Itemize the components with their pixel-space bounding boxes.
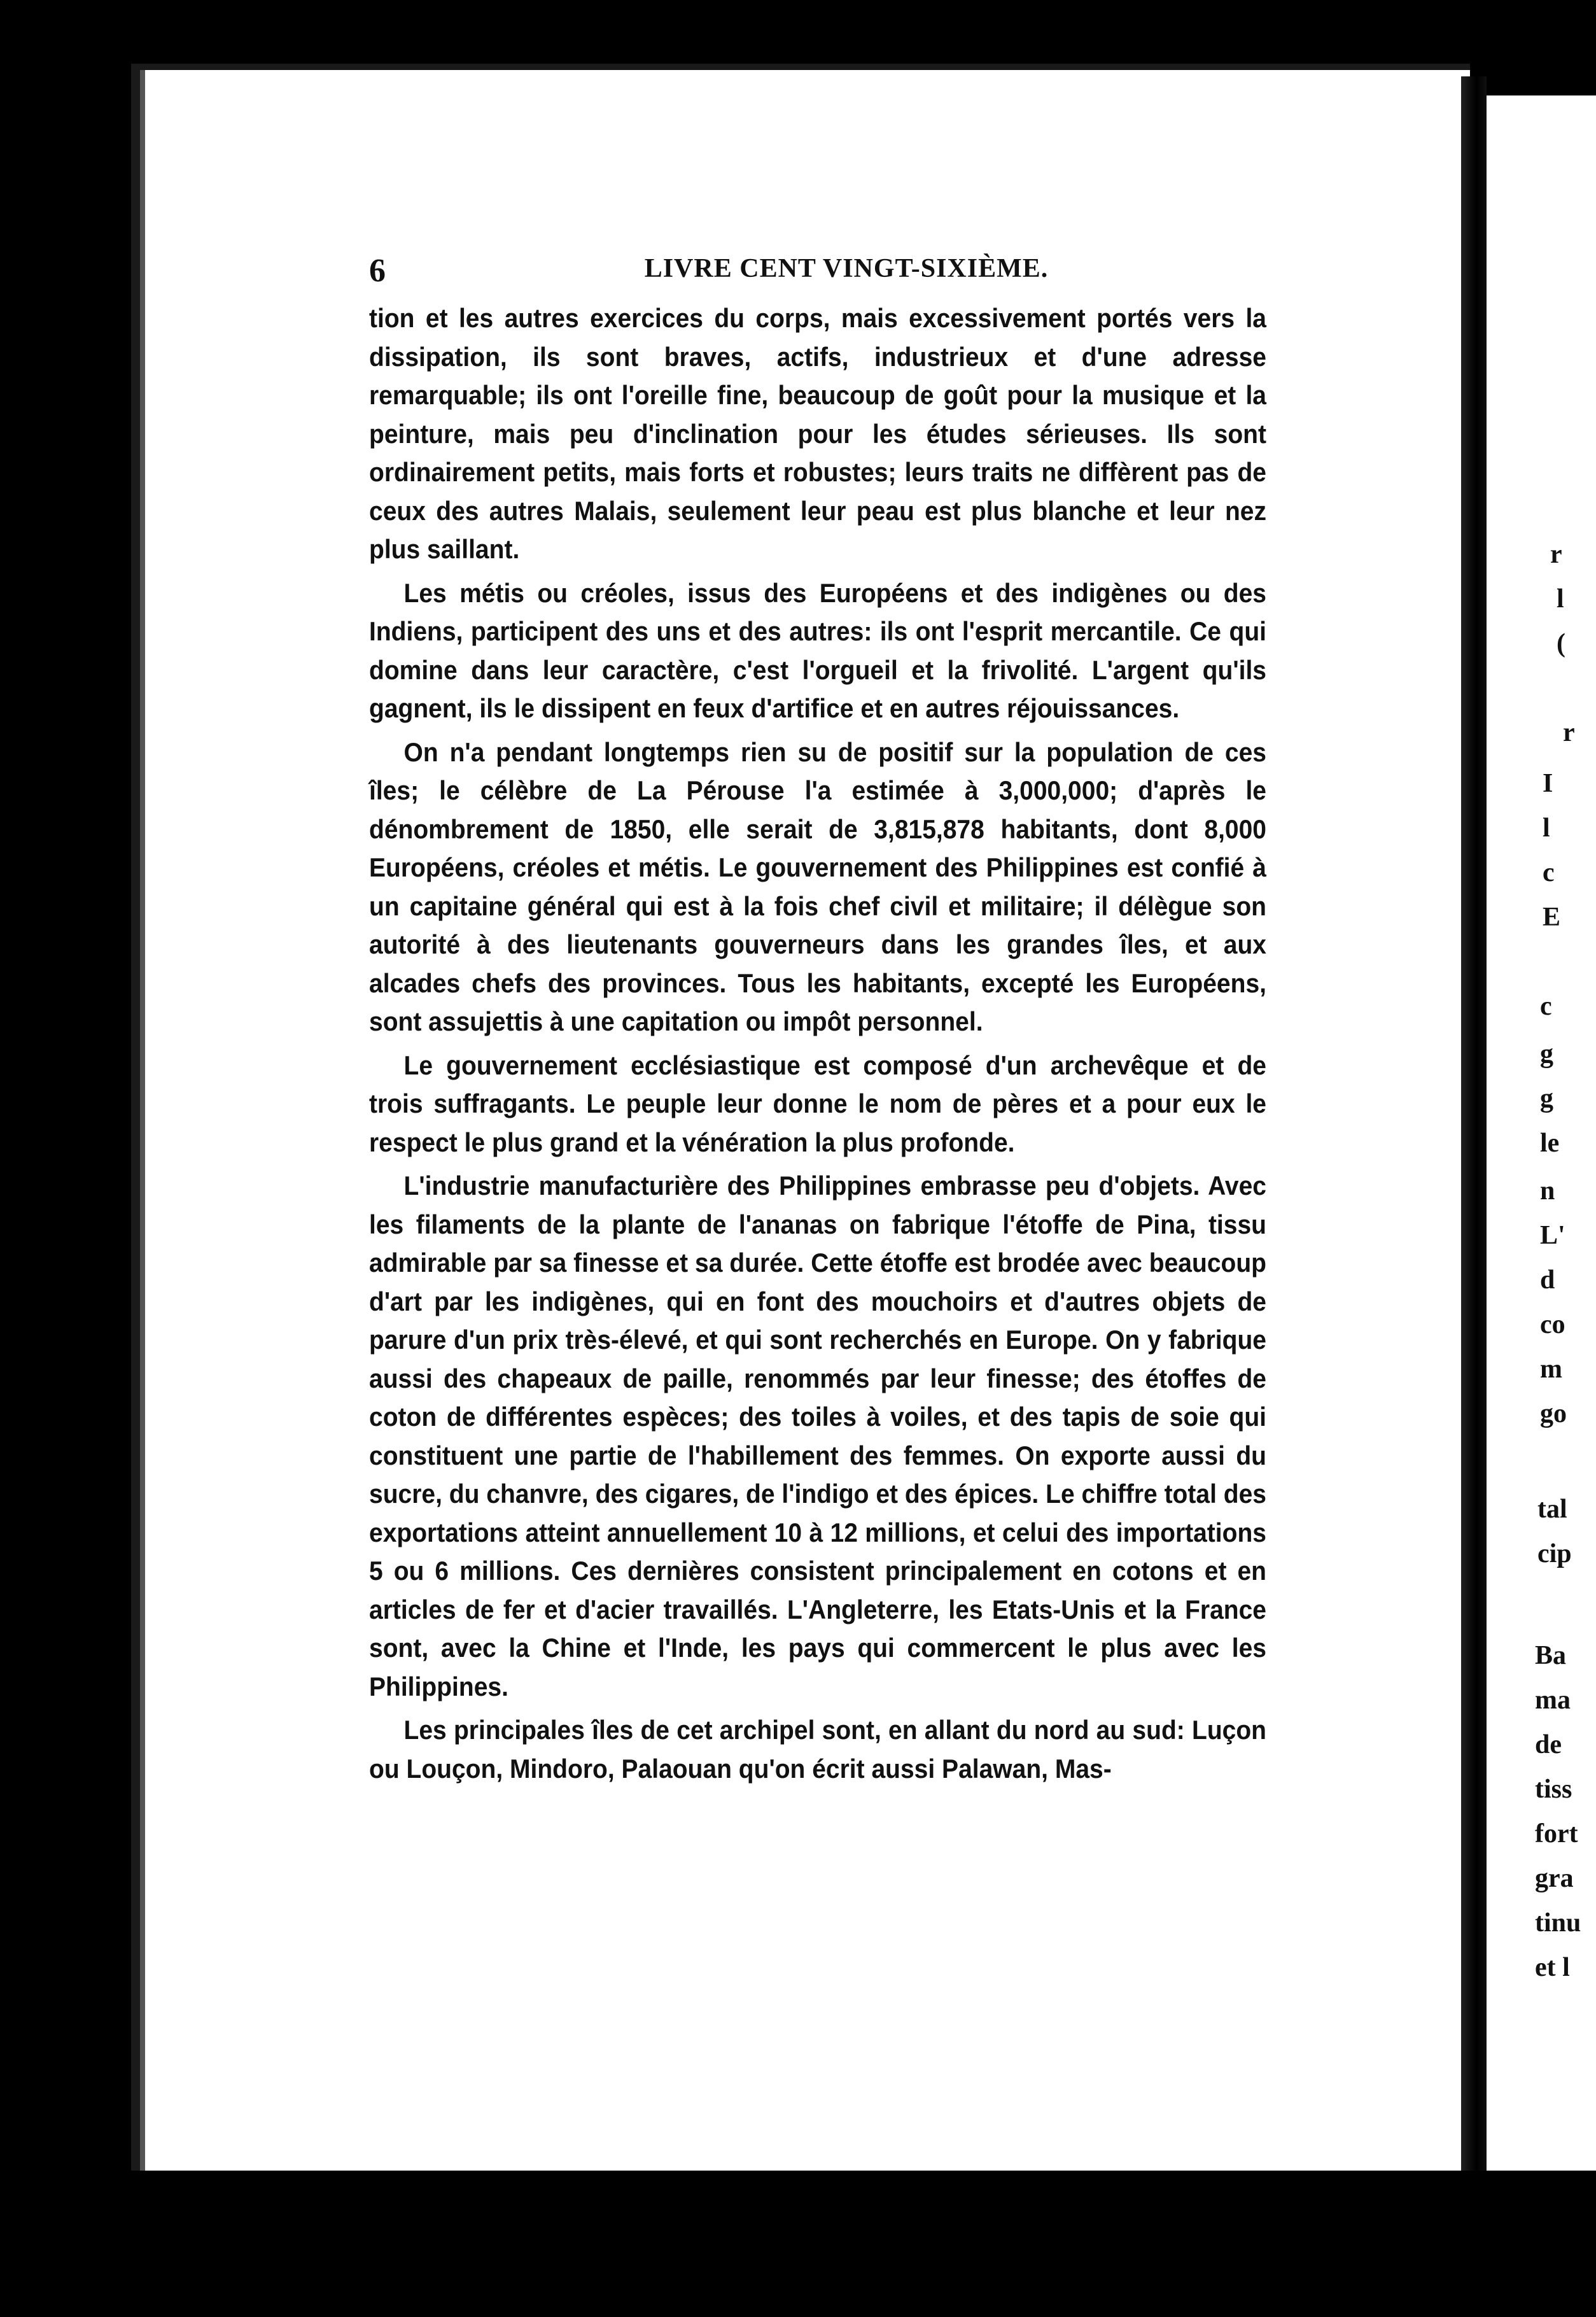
facing-fragment: E xyxy=(1543,903,1561,932)
facing-fragment: l xyxy=(1557,584,1564,614)
facing-fragment: tinu xyxy=(1535,1908,1581,1938)
facing-fragment: et l xyxy=(1535,1953,1570,1982)
book-gutter xyxy=(1461,76,1487,2171)
facing-page-edge xyxy=(1487,95,1596,2171)
paragraph: Le gouvernement ecclésiastique est composé d'un archevêque et de trois suffragants. Le peuple leur donne le nom de pères et a pour eux le respect le plus grand et la vénération la plus profonde. xyxy=(369,1050,1266,1157)
facing-fragment: tiss xyxy=(1535,1775,1572,1804)
facing-fragment: ( xyxy=(1557,629,1565,658)
facing-fragment: gra xyxy=(1535,1864,1574,1893)
facing-fragment: n xyxy=(1540,1176,1555,1206)
facing-fragment: le xyxy=(1540,1129,1560,1158)
facing-fragment: co xyxy=(1540,1310,1565,1339)
paragraph: Les métis ou créoles, issus des Européens et des indigènes ou des Indiens, participent des uns et des autres: ils ont l'esprit mercantile. Ce qui domine dans leur caractère, c'est l'orgueil et la frivolité. L'argent qu'ils gagnent, ils le dissipent en feux d'artifice et en autres réjouissances. xyxy=(369,577,1266,723)
facing-fragment: g xyxy=(1540,1039,1553,1069)
facing-fragment: m xyxy=(1540,1355,1562,1384)
facing-fragment: L' xyxy=(1540,1221,1565,1250)
page-number: 6 xyxy=(369,253,386,289)
facing-fragment: c xyxy=(1543,858,1555,887)
paragraph: tion et les autres exercices du corps, mais excessivement portés vers la dissipation, ils sont braves, actifs, industrieux et d'une adresse remarquable; ils ont l'oreille fine, beaucoup de goût pour la musique et la peinture, mais peu d'inclination pour les études sérieuses. Ils sont ordinairement petits, mais forts et robustes; leurs traits ne diffèrent pas de ceux des autres Malais, seulement leur peau est plus blanche et leur nez plus saillant. xyxy=(369,303,1266,564)
facing-fragment: cip xyxy=(1537,1539,1572,1568)
facing-fragment: r xyxy=(1550,540,1562,569)
paragraph: L'industrie manufacturière des Philippines embrasse peu d'objets. Avec les filaments de la plante de l'ananas on fabrique l'étoffe de Pina, tissu admirable par sa finesse et sa durée. Cette étoffe est brodée avec beaucoup d'art par les indigènes, qui en font des mouchoirs et d'autres objets de parure d'un prix très-élevé, et qui sont recherchés en Europe. On y fabrique aussi des chapeaux de paille, renommés par leur finesse; des étoffes de coton de différentes espèces; des toiles à voiles, et des tapis de soie qui constituent une partie de l'habillement des femmes. On exporte aussi du sucre, du chanvre, des cigares, de l'indigo et des épices. Le chiffre total des exportations atteint annuellement 10 à 12 millions, et celui des importations 5 ou 6 millions. Ces dernières consistent principalement en cotons et en articles de fer et d'acier travaillés. L'Angleterre, les Etats-Unis et la France sont, avec la Chine et l'Inde, les pays qui commercent le plus avec les Philippines. xyxy=(369,1171,1266,1701)
facing-fragment: d xyxy=(1540,1265,1555,1295)
facing-fragment: ma xyxy=(1535,1686,1571,1715)
running-head: LIVRE CENT VINGT-SIXIÈME. xyxy=(644,254,1049,283)
facing-fragment: I xyxy=(1543,769,1553,798)
facing-fragment: fort xyxy=(1535,1819,1578,1849)
facing-fragment: g xyxy=(1540,1084,1553,1113)
facing-fragment: r xyxy=(1563,718,1575,747)
facing-fragment: l xyxy=(1543,813,1550,843)
page-body xyxy=(369,299,1266,1788)
facing-fragment: go xyxy=(1540,1399,1567,1428)
paragraph: Les principales îles de cet archipel sont, en allant du nord au sud: Luçon ou Louçon, Mindoro, Palaouan qu'on écrit aussi Palawan, Mas- xyxy=(369,1715,1266,1784)
facing-fragment: Ba xyxy=(1535,1641,1567,1670)
paragraph: On n'a pendant longtemps rien su de positif sur la population de ces îles; le célèbre de La Pérouse l'a estimée à 3,000,000; d'après le dénombrement de 1850, elle serait de 3,815,878 habitants, dont 8,000 Européens, créoles et métis. Le gouvernement des Philippines est confié à un capitaine général qui est à la fois chef civil et militaire; il délègue son autorité à des lieutenants gouverneurs dans les grandes îles, et aux alcades chefs des provinces. Tous les habitants, excepté les Européens, sont assujettis à une capitation ou impôt personnel. xyxy=(369,736,1266,1036)
facing-fragment: tal xyxy=(1537,1495,1567,1524)
facing-fragment: c xyxy=(1540,992,1552,1021)
facing-fragment: de xyxy=(1535,1730,1562,1759)
